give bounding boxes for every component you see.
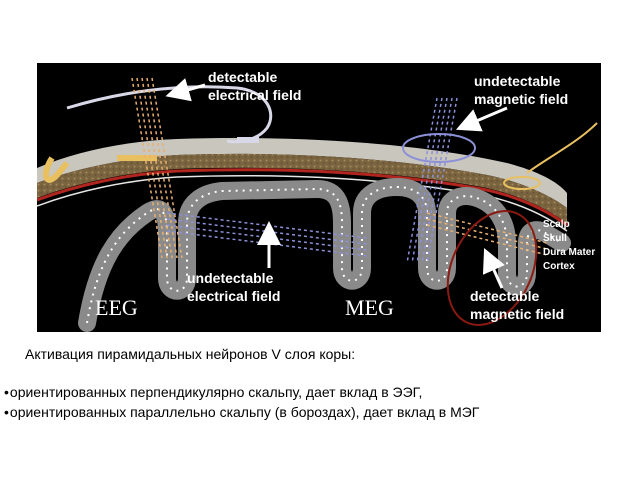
label-meg: MEG: [345, 295, 394, 320]
bullet-list: [4, 382, 479, 422]
bullet-item-eeg: • ориентированных перпендикулярно скальпу, дает вклад в ЭЭГ,: [4, 382, 479, 402]
label-eeg: EEG: [95, 295, 138, 320]
layer-label-scalp: Scalp: [543, 219, 570, 230]
label-eeg-detectable: detectable electrical field: [208, 69, 302, 103]
label-meg-detectable: detectable magnetic field: [470, 288, 565, 322]
label-eeg-undetectable: undetectable electrical field: [187, 270, 281, 304]
bullet-item-meg: • ориентированных параллельно скальпу (в бороздах), дает вклад в МЭГ: [4, 402, 479, 422]
layer-label-cortex: Cortex: [543, 261, 575, 272]
eeg-electrode: [237, 137, 259, 143]
arrow-meg-undetect: [467, 108, 507, 125]
layer-label-dura: Dura Mater: [543, 247, 596, 258]
label-meg-undetectable: undetectable magnetic field: [474, 73, 569, 107]
caption: Активация пирамидальных нейронов V слоя коры:: [25, 346, 356, 362]
layer-label-skull: Skull: [543, 233, 567, 244]
eeg-meg-diagram: [37, 63, 601, 332]
meg-sensor-wire: [527, 123, 597, 173]
